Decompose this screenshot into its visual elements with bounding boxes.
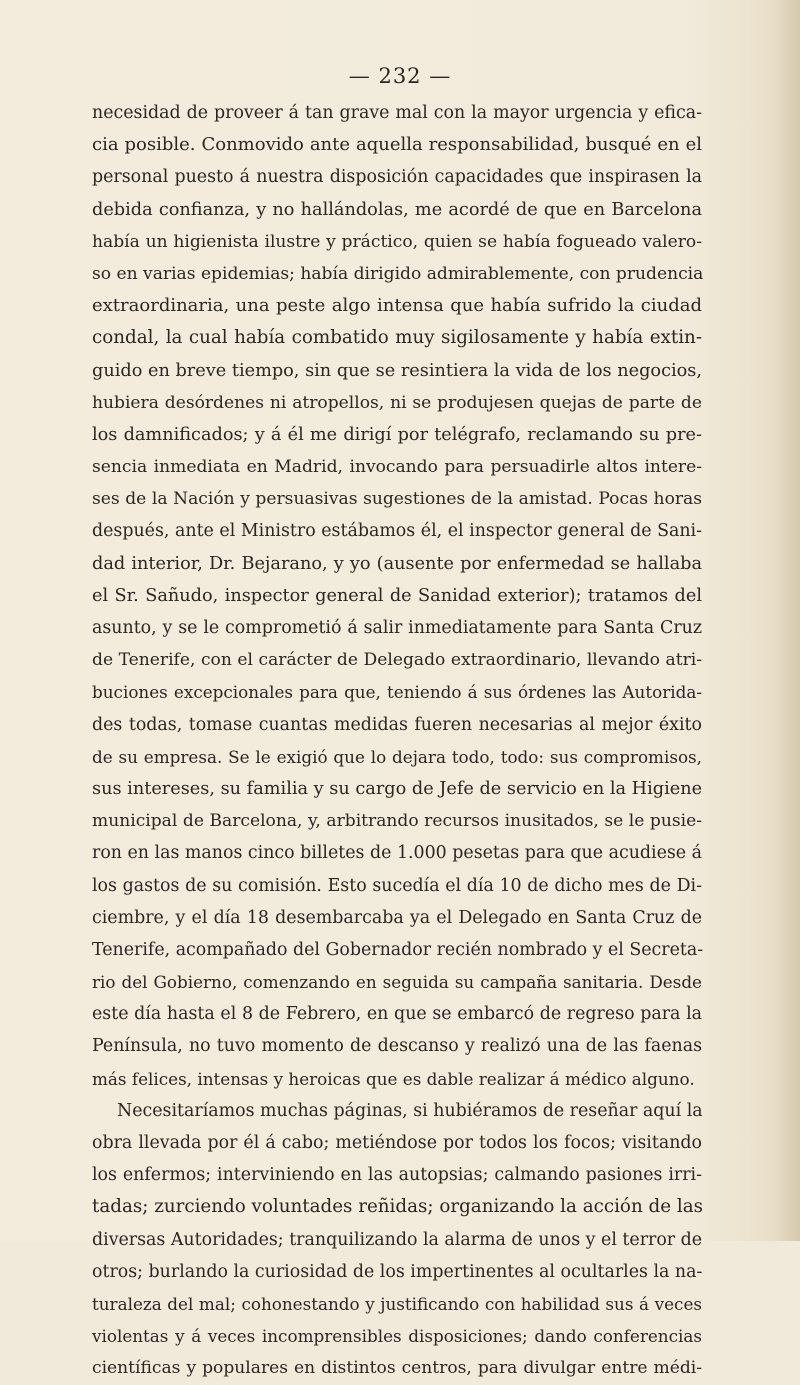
page-edge-shadow bbox=[774, 0, 800, 1241]
text-line: dad interior, Dr. Bejarano, y yo (ausente por enfermedad se hallaba bbox=[92, 553, 702, 574]
text-line: tadas; zurciendo voluntades reñidas; organizando la acción de las bbox=[92, 1196, 703, 1218]
text-line: sencia inmediata en Madrid, invocando para persuadirle altos intere- bbox=[92, 457, 702, 478]
text-line: los gastos de su comisión. Esto sucedía el día 10 de dicho mes de Di- bbox=[92, 875, 702, 896]
text-line: extraordinaria, una peste algo intensa que había sufrido la ciudad bbox=[92, 295, 702, 317]
text-line: condal, la cual había combatido muy sigilosamente y había extin- bbox=[92, 327, 702, 349]
text-line: turaleza del mal; cohonestando y justificando con habilidad sus á veces bbox=[92, 1293, 702, 1314]
text-line: Península, no tuvo momento de descanso y realizó una de las faenas bbox=[92, 1036, 702, 1057]
text-line: científicas y populares en distintos centros, para divulgar entre médi- bbox=[92, 1358, 702, 1379]
text-line: de su empresa. Se le exigió que lo dejara todo, todo: sus compromisos, bbox=[92, 746, 702, 767]
text-line: el Sr. Sañudo, inspector general de Sanidad exterior); tratamos del bbox=[92, 585, 702, 606]
text-line: después, ante el Ministro estábamos él, el inspector general de Sani- bbox=[92, 521, 702, 542]
text-line: necesidad de proveer á tan grave mal con la mayor urgencia y efica- bbox=[92, 103, 702, 123]
text-line: asunto, y se le comprometió á salir inmediatamente para Santa Cruz bbox=[92, 618, 702, 638]
text-line: debida confianza, y no hallándolas, me acordé de que en Barcelona bbox=[92, 199, 702, 220]
text-line: ron en las manos cinco billetes de 1.000 pesetas para que acudiese á bbox=[92, 843, 702, 864]
body-text bbox=[92, 97, 702, 1385]
text-line: más felices, intensas y heroicas que es dable realizar á médico alguno. bbox=[92, 1068, 695, 1089]
text-line: ses de la Nación y persuasivas sugestiones de la amistad. Pocas horas bbox=[92, 489, 702, 510]
text-line: obra llevada por él á cabo; metiéndose por todos los focos; visitando bbox=[92, 1133, 702, 1153]
text-line: personal puesto á nuestra disposición capacidades que inspirasen la bbox=[92, 167, 702, 188]
text-line: rio del Gobierno, comenzando en seguida su campaña sanitaria. Desde bbox=[92, 972, 702, 993]
text-line: este día hasta el 8 de Febrero, en que se embarcó de regreso para la bbox=[92, 1004, 702, 1025]
text-line: buciones excepcionales para que, teniendo á sus órdenes las Autorida- bbox=[92, 682, 702, 703]
paragraph-first-line: Necesitaríamos muchas páginas, si hubiéramos de reseñar aquí la bbox=[117, 1100, 703, 1121]
text-line: guido en breve tiempo, sin que se resintiera la vida de los negocios, bbox=[92, 360, 702, 381]
text-line: hubiera desórdenes ni atropellos, ni se produjesen quejas de parte de bbox=[92, 392, 702, 413]
text-line: había un higienista ilustre y práctico, quien se había fogueado valero- bbox=[92, 231, 702, 252]
text-line: los damnificados; y á él me dirigí por telégrafo, reclamando su pre- bbox=[92, 424, 702, 445]
text-line: municipal de Barcelona, y, arbitrando recursos inusitados, se le pusie- bbox=[92, 811, 702, 832]
text-line: sus intereses, su familia y su cargo de Jefe de servicio en la Higiene bbox=[92, 778, 703, 799]
text-line: des todas, tomase cuantas medidas fueren necesarias al mejor éxito bbox=[92, 714, 702, 735]
text-line: los enfermos; interviniendo en las autopsias; calmando pasiones irri- bbox=[92, 1165, 702, 1186]
text-line: diversas Autoridades; tranquilizando la alarma de unos y el terror de bbox=[92, 1229, 703, 1250]
text-line: de Tenerife, con el carácter de Delegado extraordinario, llevando atri- bbox=[92, 650, 702, 671]
text-line: otros; burlando la curiosidad de los impertinentes al ocultarles la na- bbox=[92, 1261, 703, 1282]
text-line: Tenerife, acompañado del Gobernador recién nombrado y el Secreta- bbox=[92, 939, 704, 960]
page-number: — 232 — bbox=[348, 64, 452, 88]
text-line: ciembre, y el día 18 desembarcaba ya el Delegado en Santa Cruz de bbox=[92, 907, 702, 928]
text-line: cia posible. Conmovido ante aquella responsabilidad, busqué en el bbox=[92, 134, 702, 156]
text-line: so en varias epidemias; había dirigido admirablemente, con prudencia bbox=[92, 263, 704, 284]
text-line: violentas y á veces incomprensibles disposiciones; dando conferencias bbox=[92, 1326, 702, 1347]
